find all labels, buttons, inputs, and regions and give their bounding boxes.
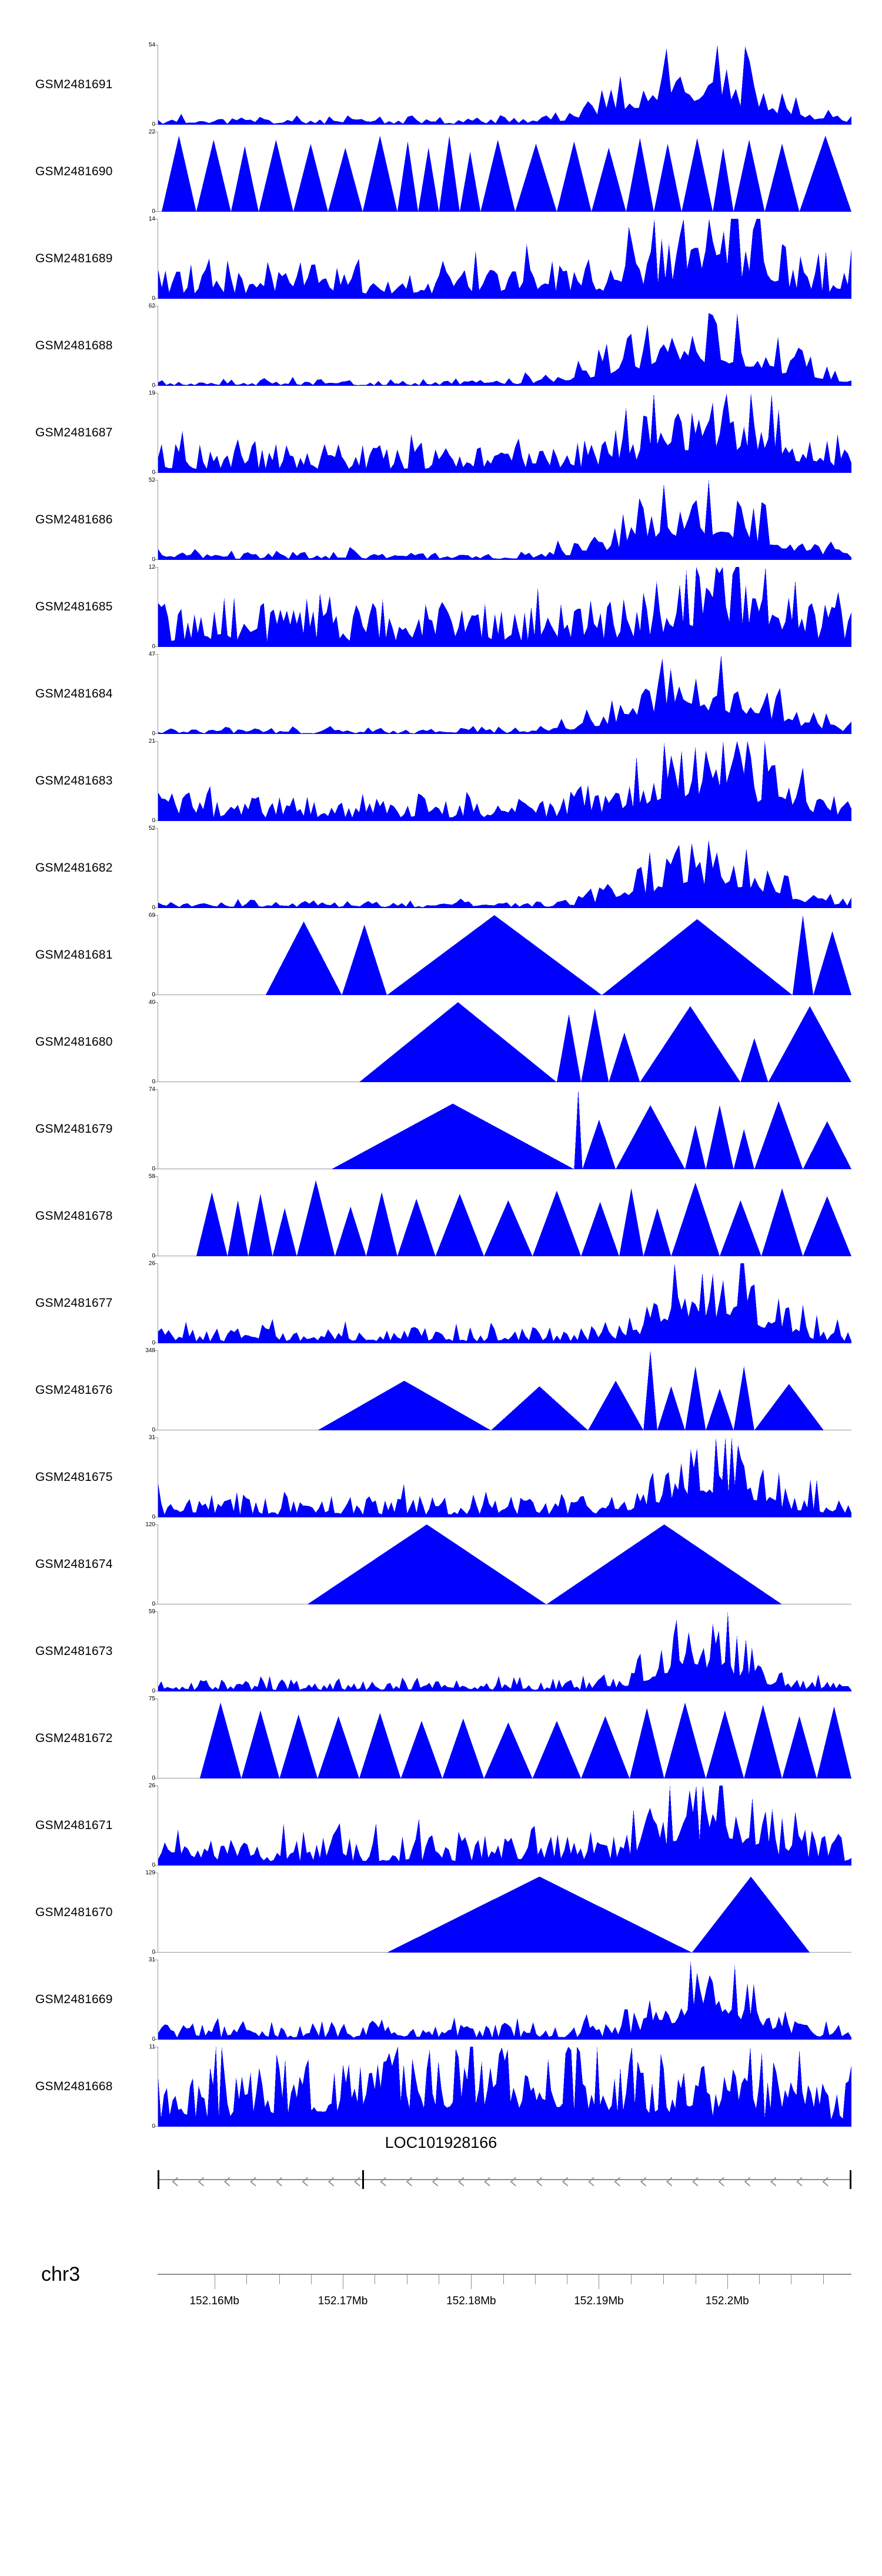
chromosome-tick-label: 152.17Mb: [318, 2295, 368, 2307]
coverage-track[interactable]: [0, 1347, 882, 1434]
coverage-area: [158, 1960, 851, 2040]
coverage-track[interactable]: [0, 215, 882, 302]
coverage-track[interactable]: [0, 476, 882, 563]
coverage-area: [158, 1611, 851, 1691]
y-axis-min-label: 0: [152, 1775, 155, 1781]
track-sample-label: GSM2481687: [35, 426, 113, 439]
y-axis-min-label: 0: [152, 643, 155, 650]
y-axis-min-label: 0: [152, 1514, 155, 1520]
coverage-track[interactable]: [0, 1260, 882, 1347]
track-sample-label: GSM2481684: [35, 687, 113, 700]
track-sample-label: GSM2481674: [35, 1557, 113, 1571]
y-axis-max-label: 31: [148, 1957, 155, 1963]
y-axis-max-label: 59: [148, 1609, 155, 1615]
coverage-track[interactable]: [0, 1434, 882, 1521]
chromosome-tick: [759, 2275, 760, 2284]
chromosome-tick: [631, 2275, 632, 2284]
coverage-area: [158, 1873, 851, 1953]
y-axis-max-label: 19: [148, 390, 155, 396]
coverage-track[interactable]: [0, 563, 882, 650]
chromosome-tick-label: 152.19Mb: [574, 2295, 624, 2307]
chromosome-tick-label: 152.16Mb: [189, 2295, 240, 2307]
track-sample-label: GSM2481689: [35, 252, 113, 265]
track-plot-area[interactable]: [145, 1521, 851, 1607]
track-plot-area[interactable]: [149, 2044, 851, 2130]
track-plot-area[interactable]: [148, 1086, 851, 1172]
y-axis-min-label: 0: [152, 469, 155, 476]
coverage-track[interactable]: [0, 1173, 882, 1260]
coverage-track[interactable]: [0, 1521, 882, 1608]
y-axis-min-label: 0: [152, 208, 155, 215]
coverage-area: [158, 2047, 851, 2127]
track-sample-label: GSM2481675: [35, 1470, 113, 1484]
track-sample-label: GSM2481680: [35, 1035, 113, 1049]
y-axis-max-label: 47: [148, 651, 155, 658]
coverage-area: [158, 480, 851, 560]
y-axis-min-label: 0: [152, 382, 155, 389]
track-sample-label: GSM2481668: [35, 2080, 113, 2093]
chromosome-axis[interactable]: [158, 2274, 851, 2327]
track-sample-label: GSM2481682: [35, 861, 113, 875]
coverage-area: [158, 306, 851, 386]
y-axis-min-label: 0: [152, 1253, 155, 1259]
track-sample-label: GSM2481691: [35, 78, 113, 91]
coverage-track[interactable]: [0, 1869, 882, 1956]
chromosome-axis-panel: [0, 2253, 882, 2388]
coverage-area: [158, 1350, 851, 1430]
coverage-area: [158, 393, 851, 473]
y-axis-max-label: 40: [148, 999, 155, 1006]
coverage-track[interactable]: [0, 912, 882, 999]
track-plot-area[interactable]: [145, 1347, 851, 1433]
track-plot-area[interactable]: [148, 825, 851, 911]
y-axis-min-label: 0: [152, 2123, 155, 2130]
coverage-area: [158, 1786, 851, 1866]
track-sample-label: GSM2481671: [35, 1818, 113, 1832]
y-axis-max-label: 75: [148, 1696, 155, 1702]
y-axis-min-label: 0: [152, 1862, 155, 1868]
coverage-area: [158, 45, 851, 125]
track-plot-area[interactable]: [148, 303, 851, 389]
y-axis-min-label: 0: [152, 1601, 155, 1607]
chromosome-tick: [727, 2275, 728, 2289]
chromosome-tick: [823, 2275, 824, 2284]
y-axis-max-label: 74: [148, 1086, 155, 1093]
y-axis-max-label: 348: [145, 1347, 155, 1354]
coverage-area: [158, 1699, 851, 1778]
y-axis-max-label: 58: [148, 1173, 155, 1180]
chromosome-tick: [311, 2275, 312, 2284]
track-plot-area[interactable]: [148, 42, 851, 128]
chromosome-tick: [503, 2275, 504, 2284]
chromosome-tick: [246, 2275, 247, 2284]
y-axis-max-label: 21: [148, 738, 155, 745]
y-axis-min-label: 0: [152, 1079, 155, 1085]
track-sample-label: GSM2481678: [35, 1209, 113, 1223]
track-plot-area[interactable]: [148, 912, 851, 998]
coverage-track[interactable]: [0, 1608, 882, 1695]
y-axis-min-label: 0: [152, 992, 155, 998]
track-sample-label: GSM2481677: [35, 1296, 113, 1310]
y-axis-max-label: 69: [148, 912, 155, 919]
y-axis-min-label: 0: [152, 1688, 155, 1694]
coverage-area: [158, 1437, 851, 1517]
gene-model-panel: [0, 2134, 882, 2222]
y-axis-max-label: 31: [148, 1434, 155, 1441]
chromosome-label: chr3: [41, 2263, 81, 2285]
track-sample-label: GSM2481683: [35, 774, 113, 788]
y-axis-min-label: 0: [152, 2036, 155, 2043]
y-axis-max-label: 12: [148, 564, 155, 570]
coverage-area: [158, 1089, 851, 1169]
track-sample-label: GSM2481686: [35, 513, 113, 526]
track-sample-label: GSM2481690: [35, 165, 113, 178]
coverage-area: [158, 654, 851, 734]
track-plot-area[interactable]: [148, 564, 851, 650]
track-sample-label: GSM2481681: [35, 948, 113, 962]
gene-name-label: LOC101928166: [385, 2134, 497, 2151]
track-sample-label: GSM2481688: [35, 339, 113, 352]
track-plot-area[interactable]: [148, 216, 851, 302]
y-axis-max-label: 52: [148, 825, 155, 832]
track-sample-label: GSM2481685: [35, 600, 113, 613]
track-sample-label: GSM2481673: [35, 1644, 113, 1658]
track-plot-area[interactable]: [148, 1696, 851, 1781]
coverage-track[interactable]: [0, 1086, 882, 1173]
coverage-area: [158, 219, 851, 299]
y-axis-min-label: 0: [152, 556, 155, 563]
track-plot-area[interactable]: [148, 1609, 851, 1694]
coverage-area: [158, 1524, 851, 1604]
track-plot-area[interactable]: [148, 129, 851, 215]
coverage-area: [158, 915, 851, 995]
track-plot-area[interactable]: [148, 1260, 851, 1346]
y-axis-max-label: 22: [148, 129, 155, 135]
coverage-track[interactable]: [0, 41, 882, 128]
track-sample-label: GSM2481669: [35, 1993, 113, 2006]
coverage-track[interactable]: [0, 650, 882, 738]
y-axis-min-label: 0: [152, 1340, 155, 1346]
coverage-area: [158, 741, 851, 821]
coverage-area: [158, 567, 851, 647]
track-plot-area[interactable]: [145, 1870, 851, 1956]
coverage-area: [158, 828, 851, 908]
coverage-area: [158, 1002, 851, 1082]
y-axis-min-label: 0: [152, 730, 155, 737]
coverage-track[interactable]: [0, 128, 882, 215]
y-axis-min-label: 0: [152, 1949, 155, 1956]
coverage-track[interactable]: [0, 2043, 882, 2130]
track-plot-area[interactable]: [148, 1173, 851, 1259]
y-axis-max-label: 129: [145, 1870, 155, 1876]
coverage-track[interactable]: [0, 302, 882, 389]
gene-strand-arrows-icon: [158, 2168, 851, 2195]
track-plot-area[interactable]: [148, 1434, 851, 1520]
y-axis-min-label: 0: [152, 1166, 155, 1172]
y-axis-max-label: 54: [148, 42, 155, 48]
chromosome-tick: [279, 2275, 280, 2284]
track-sample-label: GSM2481676: [35, 1383, 113, 1397]
y-axis-min-label: 0: [152, 1427, 155, 1433]
chromosome-tick: [663, 2275, 664, 2284]
chromosome-tick: [471, 2275, 472, 2289]
track-plot-area[interactable]: [148, 390, 851, 476]
chromosome-tick: [535, 2275, 536, 2284]
y-axis-max-label: 14: [148, 216, 155, 222]
coverage-track[interactable]: [0, 738, 882, 825]
coverage-area: [158, 1176, 851, 1256]
coverage-track[interactable]: [0, 825, 882, 912]
coverage-track[interactable]: [0, 389, 882, 476]
y-axis-min-label: 0: [152, 905, 155, 911]
track-sample-label: GSM2481679: [35, 1122, 113, 1136]
track-plot-area[interactable]: [148, 1783, 851, 1868]
y-axis-max-label: 26: [148, 1260, 155, 1267]
coverage-area: [158, 132, 851, 212]
y-axis-min-label: 0: [152, 817, 155, 824]
y-axis-min-label: 0: [152, 295, 155, 302]
coverage-track[interactable]: [0, 1956, 882, 2043]
gene-model-row[interactable]: [158, 2168, 851, 2191]
y-axis-max-label: 120: [145, 1521, 155, 1528]
y-axis-max-label: 26: [148, 1783, 155, 1789]
y-axis-max-label: 52: [148, 477, 155, 483]
track-sample-label: GSM2481670: [35, 1906, 113, 1919]
coverage-track[interactable]: [0, 1782, 882, 1869]
y-axis-max-label: 62: [148, 303, 155, 309]
chromosome-tick-label: 152.2Mb: [705, 2295, 749, 2307]
track-plot-area[interactable]: [148, 738, 851, 824]
chromosome-axis-line: [158, 2274, 851, 2275]
coverage-track-list: [0, 41, 882, 2130]
track-plot-area[interactable]: [148, 651, 851, 737]
track-plot-area[interactable]: [148, 999, 851, 1085]
track-plot-area[interactable]: [148, 477, 851, 563]
coverage-area: [158, 1263, 851, 1343]
y-axis-min-label: 0: [152, 121, 155, 128]
y-axis-max-label: 11: [149, 2044, 155, 2050]
chromosome-tick-label: 152.18Mb: [446, 2295, 496, 2307]
coverage-track[interactable]: [0, 1695, 882, 1782]
track-sample-label: GSM2481672: [35, 1731, 113, 1745]
track-plot-area[interactable]: [148, 1957, 851, 2043]
coverage-track[interactable]: [0, 999, 882, 1086]
